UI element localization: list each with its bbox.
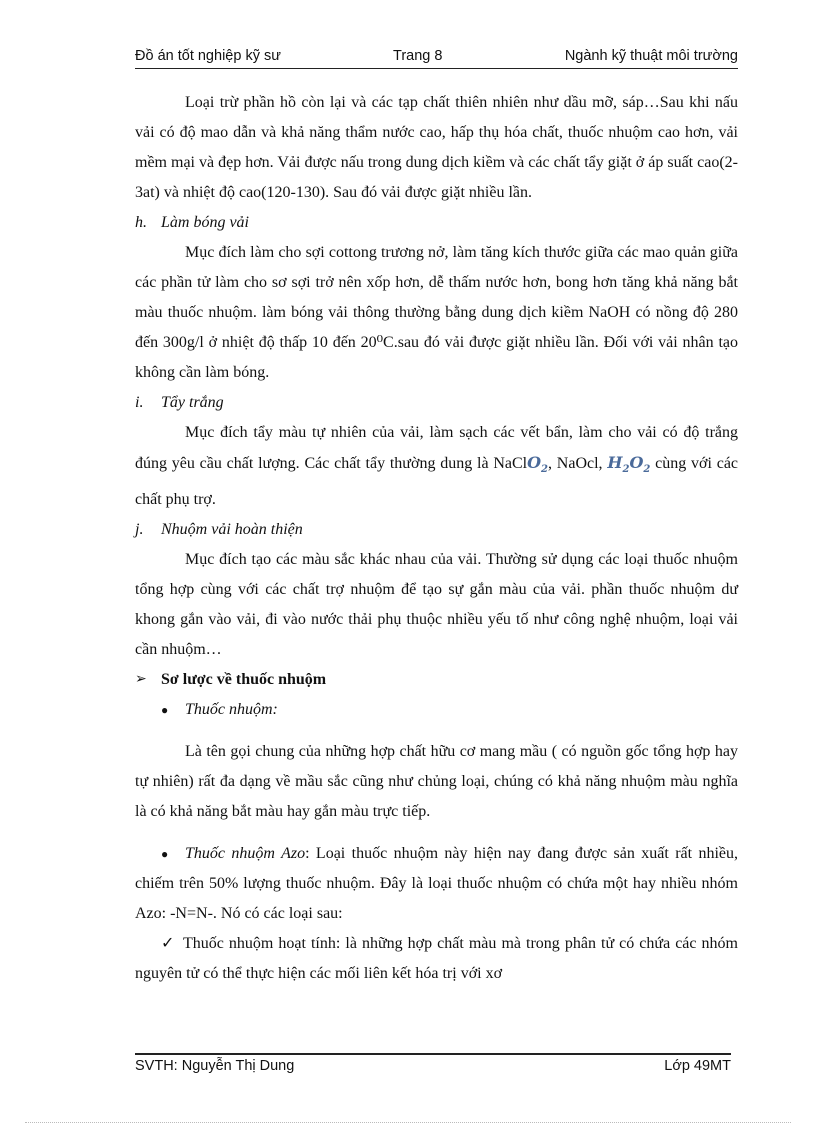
footer-rule (135, 1053, 731, 1055)
subheading-j-label: j. (135, 521, 144, 539)
subheading-h-label: h. (135, 214, 147, 231)
page-header (135, 48, 738, 68)
check-icon: ✓ (161, 935, 175, 953)
subheading-h-title: Làm bóng vải (161, 214, 249, 231)
dot-bullet-icon: ● (161, 847, 169, 862)
subheading-i-title: Tẩy trắng (161, 394, 224, 411)
section-dyes-title: Sơ lược về thuốc nhuộm (161, 671, 327, 689)
paragraph-dye-definition: Là tên gọi chung của những hợp chất hữu cơ mang mầu ( có nguồn gốc tổng hợp hay tự nhiên) rất đa dạng về mầu sắc cũng như chủng loại, chúng có khả năng nhuộm màu nghĩa là có khả năng bắt màu hay gắn màu trực tiếp. (135, 743, 738, 821)
footer-right: Lớp 49MT (664, 1058, 731, 1074)
subheading-i (135, 388, 738, 418)
bullet-azo-title: Thuốc nhuộm Azo (185, 845, 306, 863)
footer-left: SVTH: Nguyễn Thị Dung (135, 1058, 295, 1074)
subheading-j-title: Nhuộm vải hoàn thiện (161, 521, 303, 539)
dot-bullet-icon: ● (161, 703, 169, 718)
bleaching-text-b: , NaOcl, (548, 455, 603, 472)
bleaching-text-a: Mục đích tẩy màu tự nhiên của vải, làm sạch các vết bẩn, làm cho vải có độ trắng đúng yêu cầu chất lượng. Các chất tẩy thường dung là NaCl (135, 424, 738, 472)
bullet-dye-definition (135, 695, 738, 725)
bullet-dye-definition-title: Thuốc nhuộm: (185, 701, 278, 719)
formula-o2: $O_2$ (527, 453, 549, 476)
check-reactive-text: Thuốc nhuộm hoạt tính: là những hợp chất màu mà trong phân tử có chứa các nhóm nguyên tử có thể thực hiện các mối liên kết hóa trị với xơ (135, 935, 738, 983)
paragraph-boiling: Loại trừ phần hồ còn lại và các tạp chất thiên nhiên như dầu mỡ, sáp…Sau khi nấu vải có độ mao dẫn và khả năng thẩm nước cao, hấp thụ hóa chất, thuốc nhuộm cao hơn, vải mềm mại và đẹp hơn. Vải được nấu trong dung dịch kiềm và các chất tẩy giặt ở áp suất cao(2-3at) và nhiệt độ cao(120-130). Sau đó vải được giặt nhiều lần. (135, 94, 738, 201)
header-rule (135, 68, 738, 69)
bullet-azo (135, 839, 738, 929)
header-left: Đồ án tốt nghiệp kỹ sư (135, 48, 281, 64)
page-footer (135, 1058, 731, 1078)
arrow-bullet-icon: ➢ (135, 672, 147, 688)
subheading-i-label: i. (135, 394, 144, 411)
check-reactive-dyes (135, 929, 738, 989)
page-number: Trang 8 (393, 48, 443, 64)
subheading-j (135, 515, 738, 545)
document-body (135, 88, 738, 989)
section-dyes (135, 665, 738, 695)
bleaching-text-c: cùng với các chất phụ trợ. (135, 455, 739, 509)
paragraph-mercerizing: Mục đích làm cho sợi cottong trương nở, làm tăng kích thước giữa các mao quản giữa các phần tử làm cho sơ sợi trở nên xốp hơn, dễ thấm nước hơn, bong hơn tăng khả năng bắt màu thuốc nhuộm. làm bóng vải thông thường bằng dung dịch kiềm NaOH có nồng độ 280 đến 300g/l ở nhiệt độ thấp 10 đến 20⁰C.sau đó vải được giặt nhiều lần. Đối với vải nhân tạo không cần làm bóng. (135, 244, 738, 381)
formula-h2o2: $H_2O_2$ (607, 453, 651, 476)
paragraph-bleaching (135, 418, 738, 515)
bullet-azo-text: : Loại thuốc nhuộm này hiện nay đang được sản xuất rất nhiều, chiếm trên 50% lượng thuốc nhuộm. Đây là loại thuốc nhuộm có chứa một hay nhiều nhóm Azo: -N=N-. Nó có các loại sau: (135, 845, 739, 923)
subheading-h (135, 208, 738, 238)
header-right: Ngành kỹ thuật môi trường (564, 48, 738, 64)
paragraph-dyeing: Mục đích tạo các màu sắc khác nhau của vải. Thường sử dụng các loại thuốc nhuộm tổng hợp cùng với các chất trợ nhuộm để tạo sự gắn màu của vải. phần thuốc nhuộm dư khong gắn vào vải, đi vào nước thải phụ thuộc nhiều yếu tố như công nghệ nhuộm, loại vải cần nhuộm… (135, 551, 738, 659)
